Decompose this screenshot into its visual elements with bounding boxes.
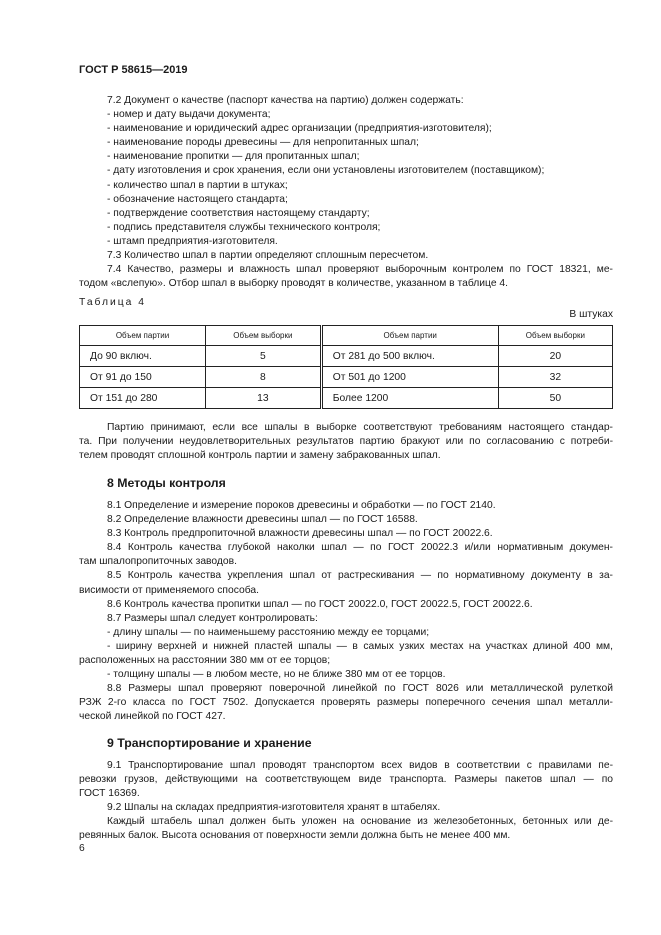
text-line: - количество шпал в партии в штуках;	[107, 179, 288, 191]
text-line: - толщину шпалы — в любом месте, но не ближе 380 мм от ее торцов.	[107, 669, 446, 681]
text-line: 8.7 Размеры шпал следует контролировать:	[107, 612, 318, 624]
text-line: 8.8 Размеры шпал проверяют поверочной линейкой по ГОСТ 8026 или металлической рулеткой	[107, 683, 613, 695]
column-header: Объем партии	[80, 326, 206, 346]
text-line: та. При получении неудовлетворительных результатов партию бракуют или по согласованию с потреби-	[79, 436, 613, 448]
text-line: - длину шпалы — по наименьшему расстоянию между ее торцами;	[107, 626, 430, 638]
text-line: - ширину верхней и нижней пластей шпалы — в самых узких местах на участках длиной 400 мм,	[107, 640, 613, 652]
text-line: 7.3 Количество шпал в партии определяют сплошным пересчетом.	[107, 250, 429, 262]
text-line: - подпись представителя службы технического контроля;	[107, 221, 381, 233]
table-cell: 13	[206, 388, 322, 409]
table-cell: 20	[498, 346, 612, 367]
section-9-text	[79, 759, 613, 844]
text-line: - номер и дату выдачи документа;	[107, 109, 271, 121]
text-line: - дату изготовления и срок хранения, если они установлены изготовителем (поставщиком);	[107, 165, 545, 177]
table-cell: 8	[206, 367, 322, 388]
column-header: Объем партии	[321, 326, 498, 346]
text-line: 8.2 Определение влажности древесины шпал — по ГОСТ 16588.	[107, 514, 418, 526]
text-line: - подтверждение соответствия настоящему стандарту;	[107, 207, 370, 219]
column-header: Объем выборки	[498, 326, 612, 346]
sample-size-table	[79, 325, 613, 409]
acceptance-text	[79, 421, 613, 463]
text-line: 8.3 Контроль предпропиточной влажности древесины шпал — по ГОСТ 20022.6.	[107, 528, 493, 540]
table-cell: От 501 до 1200	[321, 367, 498, 388]
text-line: Партию принимают, если все шпалы в выборке соответствуют требованиям настоящего стандар-	[107, 422, 613, 433]
text-line: - штамп предприятия-изготовителя.	[107, 235, 278, 247]
table-cell: 50	[498, 388, 612, 409]
table-cell: 5	[206, 346, 322, 367]
table-cell: 32	[498, 367, 612, 388]
section-9-heading: 9 Транспортирование и хранение	[107, 736, 312, 750]
text-line: тодом «вслепую». Отбор шпал в выборку проводят в количестве, указанном в таблице 4.	[79, 278, 508, 290]
text-line: ревянных балок. Высота основания от поверхности земли должна быть не менее 400 мм.	[79, 830, 511, 842]
text-line: 8.6 Контроль качества пропитки шпал — по ГОСТ 20022.0, ГОСТ 20022.5, ГОСТ 20022.6.	[107, 598, 533, 610]
text-line: 8.1 Определение и измерение пороков древесины и обработки — по ГОСТ 2140.	[107, 500, 496, 511]
text-line: 9.1 Транспортирование шпал проводят транспортом всех видов в соответствии с правилами пе-	[107, 760, 613, 771]
table-caption: Таблица 4	[79, 297, 146, 308]
table-row	[80, 388, 613, 409]
table-cell: От 91 до 150	[80, 367, 206, 388]
text-line: - наименование породы древесины — для непропитанных шпал;	[107, 137, 419, 149]
table-cell: От 281 до 500 включ.	[321, 346, 498, 367]
text-line: - наименование и юридический адрес организации (предприятия-изготовителя);	[107, 123, 492, 135]
table-cell: От 151 до 280	[80, 388, 206, 409]
text-line: ревозки грузов, действующими на соответствующем виде транспорта. Размеры пакетов шпал — по	[79, 774, 613, 786]
table-cell: До 90 включ.	[80, 346, 206, 367]
text-line: ГОСТ 16369.	[79, 788, 140, 800]
text-line: 8.4 Контроль качества глубокой наколки шпал — по ГОСТ 20022.3 и/или нормативным докумен-	[107, 542, 613, 554]
section-8-heading: 8 Методы контроля	[107, 476, 226, 490]
text-line: телем проводят сплошной контроль партии и замену забракованных шпал.	[79, 450, 441, 462]
text-line: расположенных на расстоянии 380 мм от ее торцов;	[79, 655, 331, 667]
table-cell: Более 1200	[321, 388, 498, 409]
text-line: Каждый штабель шпал должен быть уложен на основание из железобетонных, бетонных или де-	[107, 816, 613, 828]
text-line: РЗЖ 2-го класса по ГОСТ 7502. Допускается проверять размеры поперечного сечения шпал металли-	[79, 697, 613, 709]
text-line: 7.4 Качество, размеры и влажность шпал проверяют выборочным контролем по ГОСТ 18321, ме-	[107, 264, 613, 276]
text-line: там шпалопропиточных заводов.	[79, 556, 237, 568]
text-line: 7.2 Документ о качестве (паспорт качества на партию) должен содержать:	[107, 95, 464, 106]
section-7-text	[79, 94, 613, 291]
text-line: - обозначение настоящего стандарта;	[107, 193, 288, 205]
table-row	[80, 367, 613, 388]
page-number: 6	[79, 843, 85, 854]
text-line: 8.5 Контроль качества укрепления шпал от растрескивания — по нормативному документу в за-	[107, 570, 613, 582]
document-header: ГОСТ Р 58615—2019	[79, 64, 188, 76]
section-8-text	[79, 499, 613, 725]
text-line: висимости от применяемого способа.	[79, 584, 259, 596]
text-line: - наименование пропитки — для пропитанных шпал;	[107, 151, 360, 163]
table-row	[80, 346, 613, 367]
table-units: В штуках	[569, 309, 613, 320]
text-line: ческой линейкой по ГОСТ 427.	[79, 711, 226, 723]
table-header-row	[80, 326, 613, 346]
column-header: Объем выборки	[206, 326, 322, 346]
text-line: 9.2 Шпалы на складах предприятия-изготовителя хранят в штабелях.	[107, 802, 441, 814]
